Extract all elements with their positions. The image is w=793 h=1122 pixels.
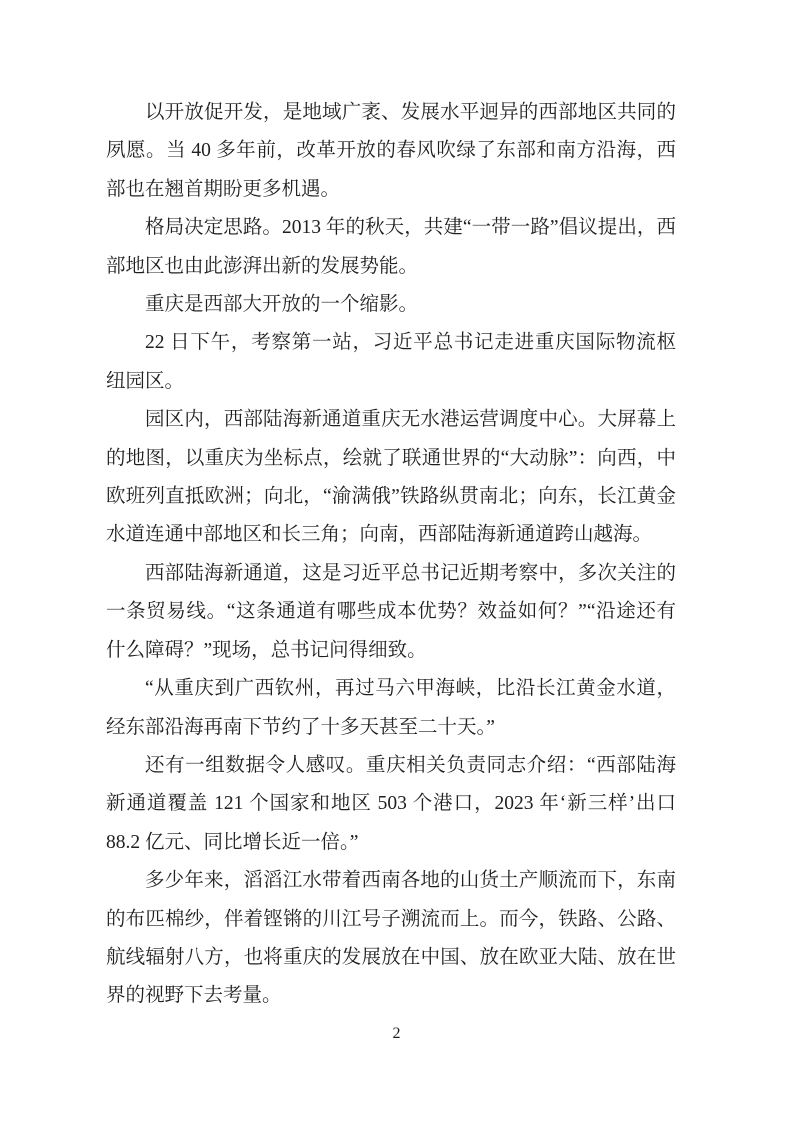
page-footer [0,1024,793,1044]
paragraph-7: “从重庆到广西钦州，再过马六甲海峡，比沿长江黄金水道，经东部沿海再南下节约了十多天甚至二十天。” [106,678,676,738]
paragraph-3: 重庆是西部大开放的一个缩影。 [145,294,419,316]
paragraph-8: 还有一组数据令人感叹。重庆相关负责同志介绍：“西部陆海新通道覆盖 121 个国家和地区 503 个港口，2023 年‘新三样’出口 88.2 亿元、同比增长近一倍。” [106,754,676,853]
page-number: 2 [392,1025,401,1042]
paragraph-5: 园区内，西部陆海新通道重庆无水港运营调度中心。大屏幕上的地图，以重庆为坐标点，绘就了联通世界的“大动脉”：向西，中欧班列直抵欧洲；向北，“渝满俄”铁路纵贯南北；向东，长江黄金水道连通中部地区和长三角；向南，西部陆海新通道跨山越海。 [106,409,676,546]
paragraph-4: 22 日下午，考察第一站，习近平总书记走进重庆国际物流枢纽园区。 [106,332,676,392]
document-body [106,94,676,1016]
paragraph-1: 以开放促开发，是地域广袤、发展水平迥异的西部地区共同的夙愿。当 40 多年前，改革开放的春风吹绿了东部和南方沿海，西部也在翘首期盼更多机遇。 [106,102,676,200]
paragraph-6: 西部陆海新通道，这是习近平总书记近期考察中，多次关注的一条贸易线。“这条通道有哪些成本优势？效益如何？”“沿途还有什么障碍？”现场，总书记问得细致。 [106,562,676,661]
paragraph-9: 多少年来，滔滔江水带着西南各地的山货土产顺流而下，东南的布匹棉纱，伴着铿锵的川江号子溯流而上。而今，铁路、公路、航线辐射八方，也将重庆的发展放在中国、放在欧亚大陆、放在世界的视野下去考量。 [106,870,676,1007]
paragraph-2: 格局决定思路。2013 年的秋天，共建“一带一路”倡议提出，西部地区也由此澎湃出新的发展势能。 [106,217,676,277]
